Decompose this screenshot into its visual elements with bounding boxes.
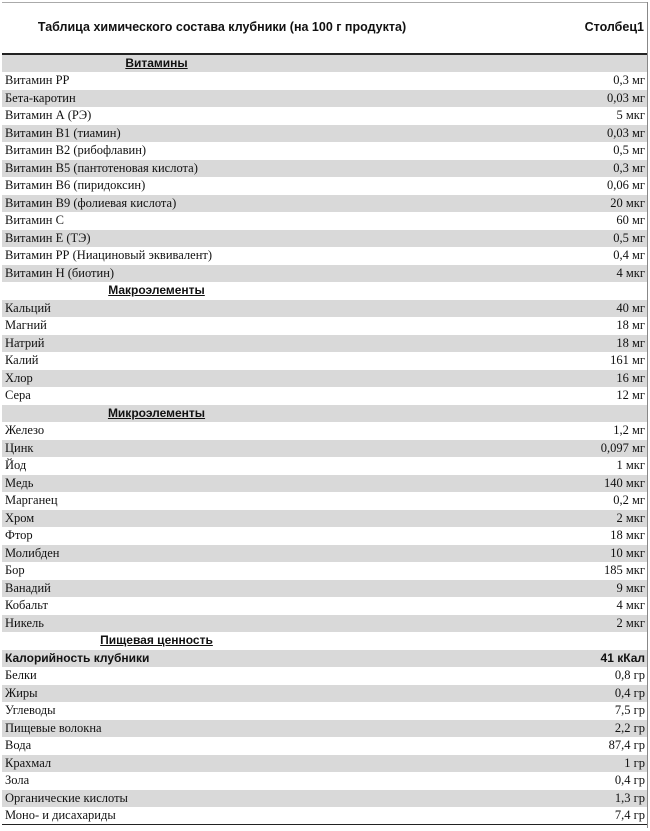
nutrient-value-cell[interactable]: 0,03 мг: [468, 125, 648, 143]
nutrient-value-cell[interactable]: 7,4 гр: [468, 807, 648, 825]
nutrient-name-cell[interactable]: Магний: [2, 317, 468, 335]
table-row: [2, 90, 648, 108]
section-heading[interactable]: Микроэлементы: [2, 405, 468, 423]
section-row: [2, 282, 648, 300]
nutrient-value-cell[interactable]: 5 мкг: [468, 107, 648, 125]
nutrient-name-cell[interactable]: Пищевые волокна: [2, 720, 468, 738]
table-row: [2, 580, 648, 598]
table-row: [2, 212, 648, 230]
section-row: [2, 54, 648, 72]
nutrient-value-cell[interactable]: 1 мкг: [468, 457, 648, 475]
table-row: [2, 247, 648, 265]
nutrient-name-cell[interactable]: Фтор: [2, 527, 468, 545]
nutrient-name-cell[interactable]: Витамин В2 (рибофлавин): [2, 142, 468, 160]
nutrient-name-cell[interactable]: Бета-каротин: [2, 90, 468, 108]
table-row: [2, 702, 648, 720]
table-row: [2, 125, 648, 143]
header-row: [2, 2, 648, 54]
table-row: [2, 475, 648, 493]
nutrient-value-cell[interactable]: 40 мг: [468, 300, 648, 318]
nutrient-name-cell[interactable]: Марганец: [2, 492, 468, 510]
nutrient-name-cell[interactable]: Молибден: [2, 545, 468, 563]
section-value-cell[interactable]: [468, 282, 648, 300]
table-row: [2, 440, 648, 458]
table-row: [2, 597, 648, 615]
nutrient-value-cell[interactable]: 20 мкг: [468, 195, 648, 213]
table-row: [2, 335, 648, 353]
nutrient-name-cell[interactable]: Витамин Е (ТЭ): [2, 230, 468, 248]
nutrient-value-cell[interactable]: 0,4 мг: [468, 247, 648, 265]
nutrient-value-cell[interactable]: 1 гр: [468, 755, 648, 773]
table-row: [2, 510, 648, 528]
nutrient-name-cell[interactable]: Калий: [2, 352, 468, 370]
table-row: [2, 457, 648, 475]
table-row: [2, 545, 648, 563]
nutrient-name-cell[interactable]: Крахмал: [2, 755, 468, 773]
nutrient-name-cell[interactable]: Кобальт: [2, 597, 468, 615]
table-row: [2, 667, 648, 685]
nutrient-name-cell[interactable]: Натрий: [2, 335, 468, 353]
nutrient-value-cell[interactable]: 60 мг: [468, 212, 648, 230]
nutrient-value-cell[interactable]: 0,5 мг: [468, 142, 648, 160]
nutrient-value-cell[interactable]: 0,4 гр: [468, 772, 648, 790]
table-row: [2, 352, 648, 370]
table-row: [2, 422, 648, 440]
nutrient-value-cell[interactable]: 1,3 гр: [468, 790, 648, 808]
table-row: [2, 755, 648, 773]
nutrient-value-cell[interactable]: 7,5 гр: [468, 702, 648, 720]
nutrient-name-cell[interactable]: Кальций: [2, 300, 468, 318]
section-value-cell[interactable]: [468, 405, 648, 423]
nutrient-value-cell[interactable]: 1,2 мг: [468, 422, 648, 440]
table-row: [2, 615, 648, 633]
nutrient-name-cell[interactable]: Бор: [2, 562, 468, 580]
section-value-cell[interactable]: [468, 632, 648, 650]
table-row: [2, 562, 648, 580]
nutrient-value-cell[interactable]: 41 кКал: [468, 650, 648, 668]
nutrient-name-cell[interactable]: Витамин РР: [2, 72, 468, 90]
nutrient-name-cell[interactable]: Калорийность клубники: [2, 650, 468, 668]
nutrient-value-cell[interactable]: 140 мкг: [468, 475, 648, 493]
table-row: [2, 527, 648, 545]
table-row: [2, 370, 648, 388]
nutrient-value-cell[interactable]: 0,06 мг: [468, 177, 648, 195]
nutrient-name-cell[interactable]: Зола: [2, 772, 468, 790]
nutrient-name-cell[interactable]: Витамин А (РЭ): [2, 107, 468, 125]
section-value-cell[interactable]: [468, 54, 648, 72]
nutrient-name-cell[interactable]: Углеводы: [2, 702, 468, 720]
nutrient-value-cell[interactable]: 0,8 гр: [468, 667, 648, 685]
nutrient-name-cell[interactable]: Моно- и дисахариды: [2, 807, 468, 825]
table-row: [2, 317, 648, 335]
nutrient-name-cell[interactable]: Органические кислоты: [2, 790, 468, 808]
nutrient-name-cell[interactable]: Йод: [2, 457, 468, 475]
nutrient-value-cell[interactable]: 0,03 мг: [468, 90, 648, 108]
nutrient-value-cell[interactable]: 18 мг: [468, 317, 648, 335]
nutrient-name-cell[interactable]: Витамин В9 (фолиевая кислота): [2, 195, 468, 213]
nutrient-value-cell[interactable]: 0,4 гр: [468, 685, 648, 703]
table-row: [2, 142, 648, 160]
table-title[interactable]: Таблица химического состава клубники (на 100 г продукта): [2, 2, 468, 54]
nutrient-name-cell[interactable]: Хлор: [2, 370, 468, 388]
table-row: [2, 685, 648, 703]
nutrient-value-cell[interactable]: 87,4 гр: [468, 737, 648, 755]
table-row: [2, 492, 648, 510]
table-row: [2, 72, 648, 90]
table-row: [2, 160, 648, 178]
nutrient-value-cell[interactable]: 161 мг: [468, 352, 648, 370]
nutrient-name-cell[interactable]: Вода: [2, 737, 468, 755]
table-row: [2, 195, 648, 213]
table-row: [2, 107, 648, 125]
nutrient-name-cell[interactable]: Витамин РР (Ниациновый эквивалент): [2, 247, 468, 265]
section-row: [2, 632, 648, 650]
nutrient-name-cell[interactable]: Витамин С: [2, 212, 468, 230]
table-row: [2, 387, 648, 405]
table-row: [2, 790, 648, 808]
table-row: [2, 772, 648, 790]
nutrient-name-cell[interactable]: Цинк: [2, 440, 468, 458]
table-row: [2, 265, 648, 283]
nutrient-name-cell[interactable]: Витамин В5 (пантотеновая кислота): [2, 160, 468, 178]
nutrient-value-cell[interactable]: 0,5 мг: [468, 230, 648, 248]
nutrient-value-cell[interactable]: 2,2 гр: [468, 720, 648, 738]
nutrient-name-cell[interactable]: Хром: [2, 510, 468, 528]
table-row: [2, 807, 648, 825]
nutrient-value-cell[interactable]: 12 мг: [468, 387, 648, 405]
nutrient-value-cell[interactable]: 16 мг: [468, 370, 648, 388]
nutrient-value-cell[interactable]: 185 мкг: [468, 562, 648, 580]
calorie-row: [2, 650, 648, 668]
nutrient-name-cell[interactable]: Жиры: [2, 685, 468, 703]
nutrient-name-cell[interactable]: Витамин Н (биотин): [2, 265, 468, 283]
nutrient-value-cell[interactable]: 2 мкг: [468, 615, 648, 633]
nutrition-table: [2, 2, 648, 825]
nutrient-value-cell[interactable]: 10 мкг: [468, 545, 648, 563]
nutrient-value-cell[interactable]: 4 мкг: [468, 265, 648, 283]
nutrient-name-cell[interactable]: Витамин В6 (пиридоксин): [2, 177, 468, 195]
section-heading[interactable]: Витамины: [2, 54, 468, 72]
section-heading[interactable]: Пищевая ценность: [2, 632, 468, 650]
section-row: [2, 405, 648, 423]
section-heading[interactable]: Макроэлементы: [2, 282, 468, 300]
table-row: [2, 230, 648, 248]
nutrient-value-cell[interactable]: 0,2 мг: [468, 492, 648, 510]
nutrient-value-cell[interactable]: 2 мкг: [468, 510, 648, 528]
nutrient-value-cell[interactable]: 18 мг: [468, 335, 648, 353]
table-row: [2, 720, 648, 738]
column-header[interactable]: Столбец1: [468, 2, 648, 54]
nutrient-name-cell[interactable]: Сера: [2, 387, 468, 405]
nutrient-name-cell[interactable]: Железо: [2, 422, 468, 440]
nutrient-value-cell[interactable]: 0,097 мг: [468, 440, 648, 458]
nutrient-value-cell[interactable]: 0,3 мг: [468, 72, 648, 90]
nutrient-value-cell[interactable]: 18 мкг: [468, 527, 648, 545]
nutrient-value-cell[interactable]: 0,3 мг: [468, 160, 648, 178]
table-body: [2, 54, 648, 825]
nutrient-value-cell[interactable]: 9 мкг: [468, 580, 648, 598]
nutrient-name-cell[interactable]: Белки: [2, 667, 468, 685]
nutrient-name-cell[interactable]: Ванадий: [2, 580, 468, 598]
nutrient-name-cell[interactable]: Медь: [2, 475, 468, 493]
nutrient-value-cell[interactable]: 4 мкг: [468, 597, 648, 615]
table-row: [2, 300, 648, 318]
table-row: [2, 737, 648, 755]
table-row: [2, 177, 648, 195]
nutrient-name-cell[interactable]: Витамин В1 (тиамин): [2, 125, 468, 143]
right-border: [647, 2, 648, 828]
nutrient-name-cell[interactable]: Никель: [2, 615, 468, 633]
